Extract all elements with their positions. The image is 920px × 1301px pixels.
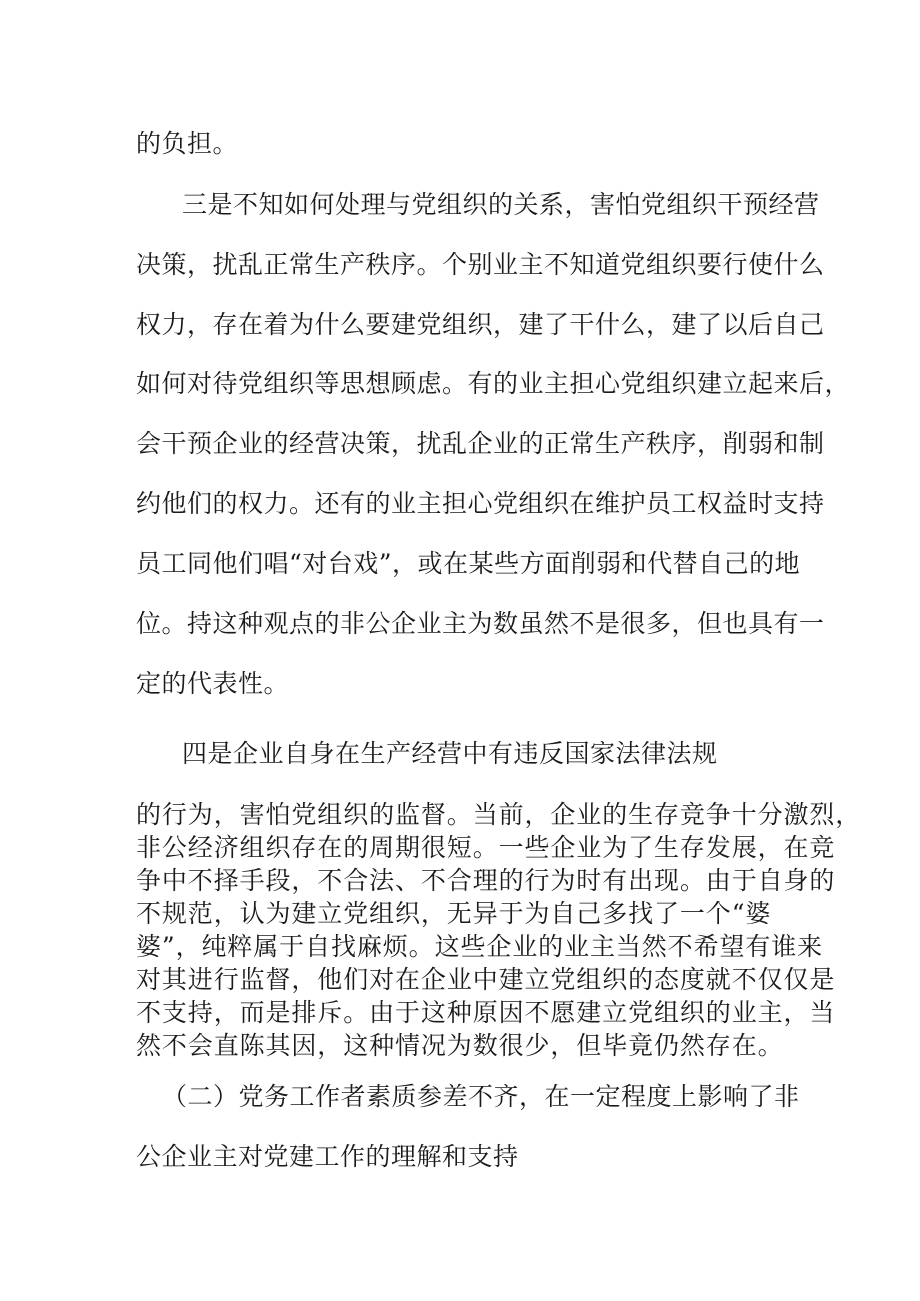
text-line: 约他们的权力。还有的业主担心党组织在维护员工权益时支持 (136, 489, 825, 518)
text-line: 不支持，而是排斥。由于这种原因不愿建立党组织的业主，当 (136, 998, 836, 1027)
section-heading: （二）党务工作者素质参差不齐，在一定程度上影响了非 (162, 1082, 800, 1111)
text-line: 会干预企业的经营决策，扰乱企业的正常生产秩序，削弱和制 (136, 429, 825, 458)
text-line: 不规范，认为建立党组织，无异于为自己多找了一个“婆 (136, 899, 772, 928)
text-line: 对其进行监督，他们对在企业中建立党组织的态度就不仅仅是 (136, 965, 836, 994)
text-line: 决策，扰乱正常生产秩序。个别业主不知道党组织要行使什么 (136, 250, 825, 279)
text-line: 的负担。 (136, 129, 239, 158)
text-line: 权力，存在着为什么要建党组织，建了干什么，建了以后自己 (136, 310, 825, 339)
text-line: 定的代表性。 (136, 669, 290, 698)
text-line: 如何对待党组织等思想顾虑。有的业主担心党组织建立起来后， (136, 369, 851, 398)
text-line: 位。持这种观点的非公企业主为数虽然不是很多，但也具有一 (136, 609, 825, 638)
text-line: 婆”，纯粹属于自找麻烦。这些企业的业主当然不希望有谁来 (136, 932, 824, 961)
text-line: 员工同他们唱“对台戏”，或在某些方面削弱和代替自己的地 (136, 549, 801, 578)
text-line: 的行为，害怕党组织的监督。当前，企业的生存竞争十分激烈， (136, 800, 862, 829)
text-line: 然不会直陈其因，这种情况为数很少，但毕竟仍然存在。 (136, 1031, 784, 1060)
section-heading-continued: 公企业主对党建工作的理解和支持 (136, 1142, 519, 1171)
paragraph-three-start: 三是不知如何处理与党组织的关系，害怕党组织干预经营 (182, 190, 820, 219)
paragraph-four-start: 四是企业自身在生产经营中有违反国家法律法规 (182, 739, 718, 768)
text-line: 非公经济组织存在的周期很短。一些企业为了生存发展，在竞 (136, 833, 836, 862)
text-line: 争中不择手段，不合法、不合理的行为时有出现。由于自身的 (136, 866, 836, 895)
